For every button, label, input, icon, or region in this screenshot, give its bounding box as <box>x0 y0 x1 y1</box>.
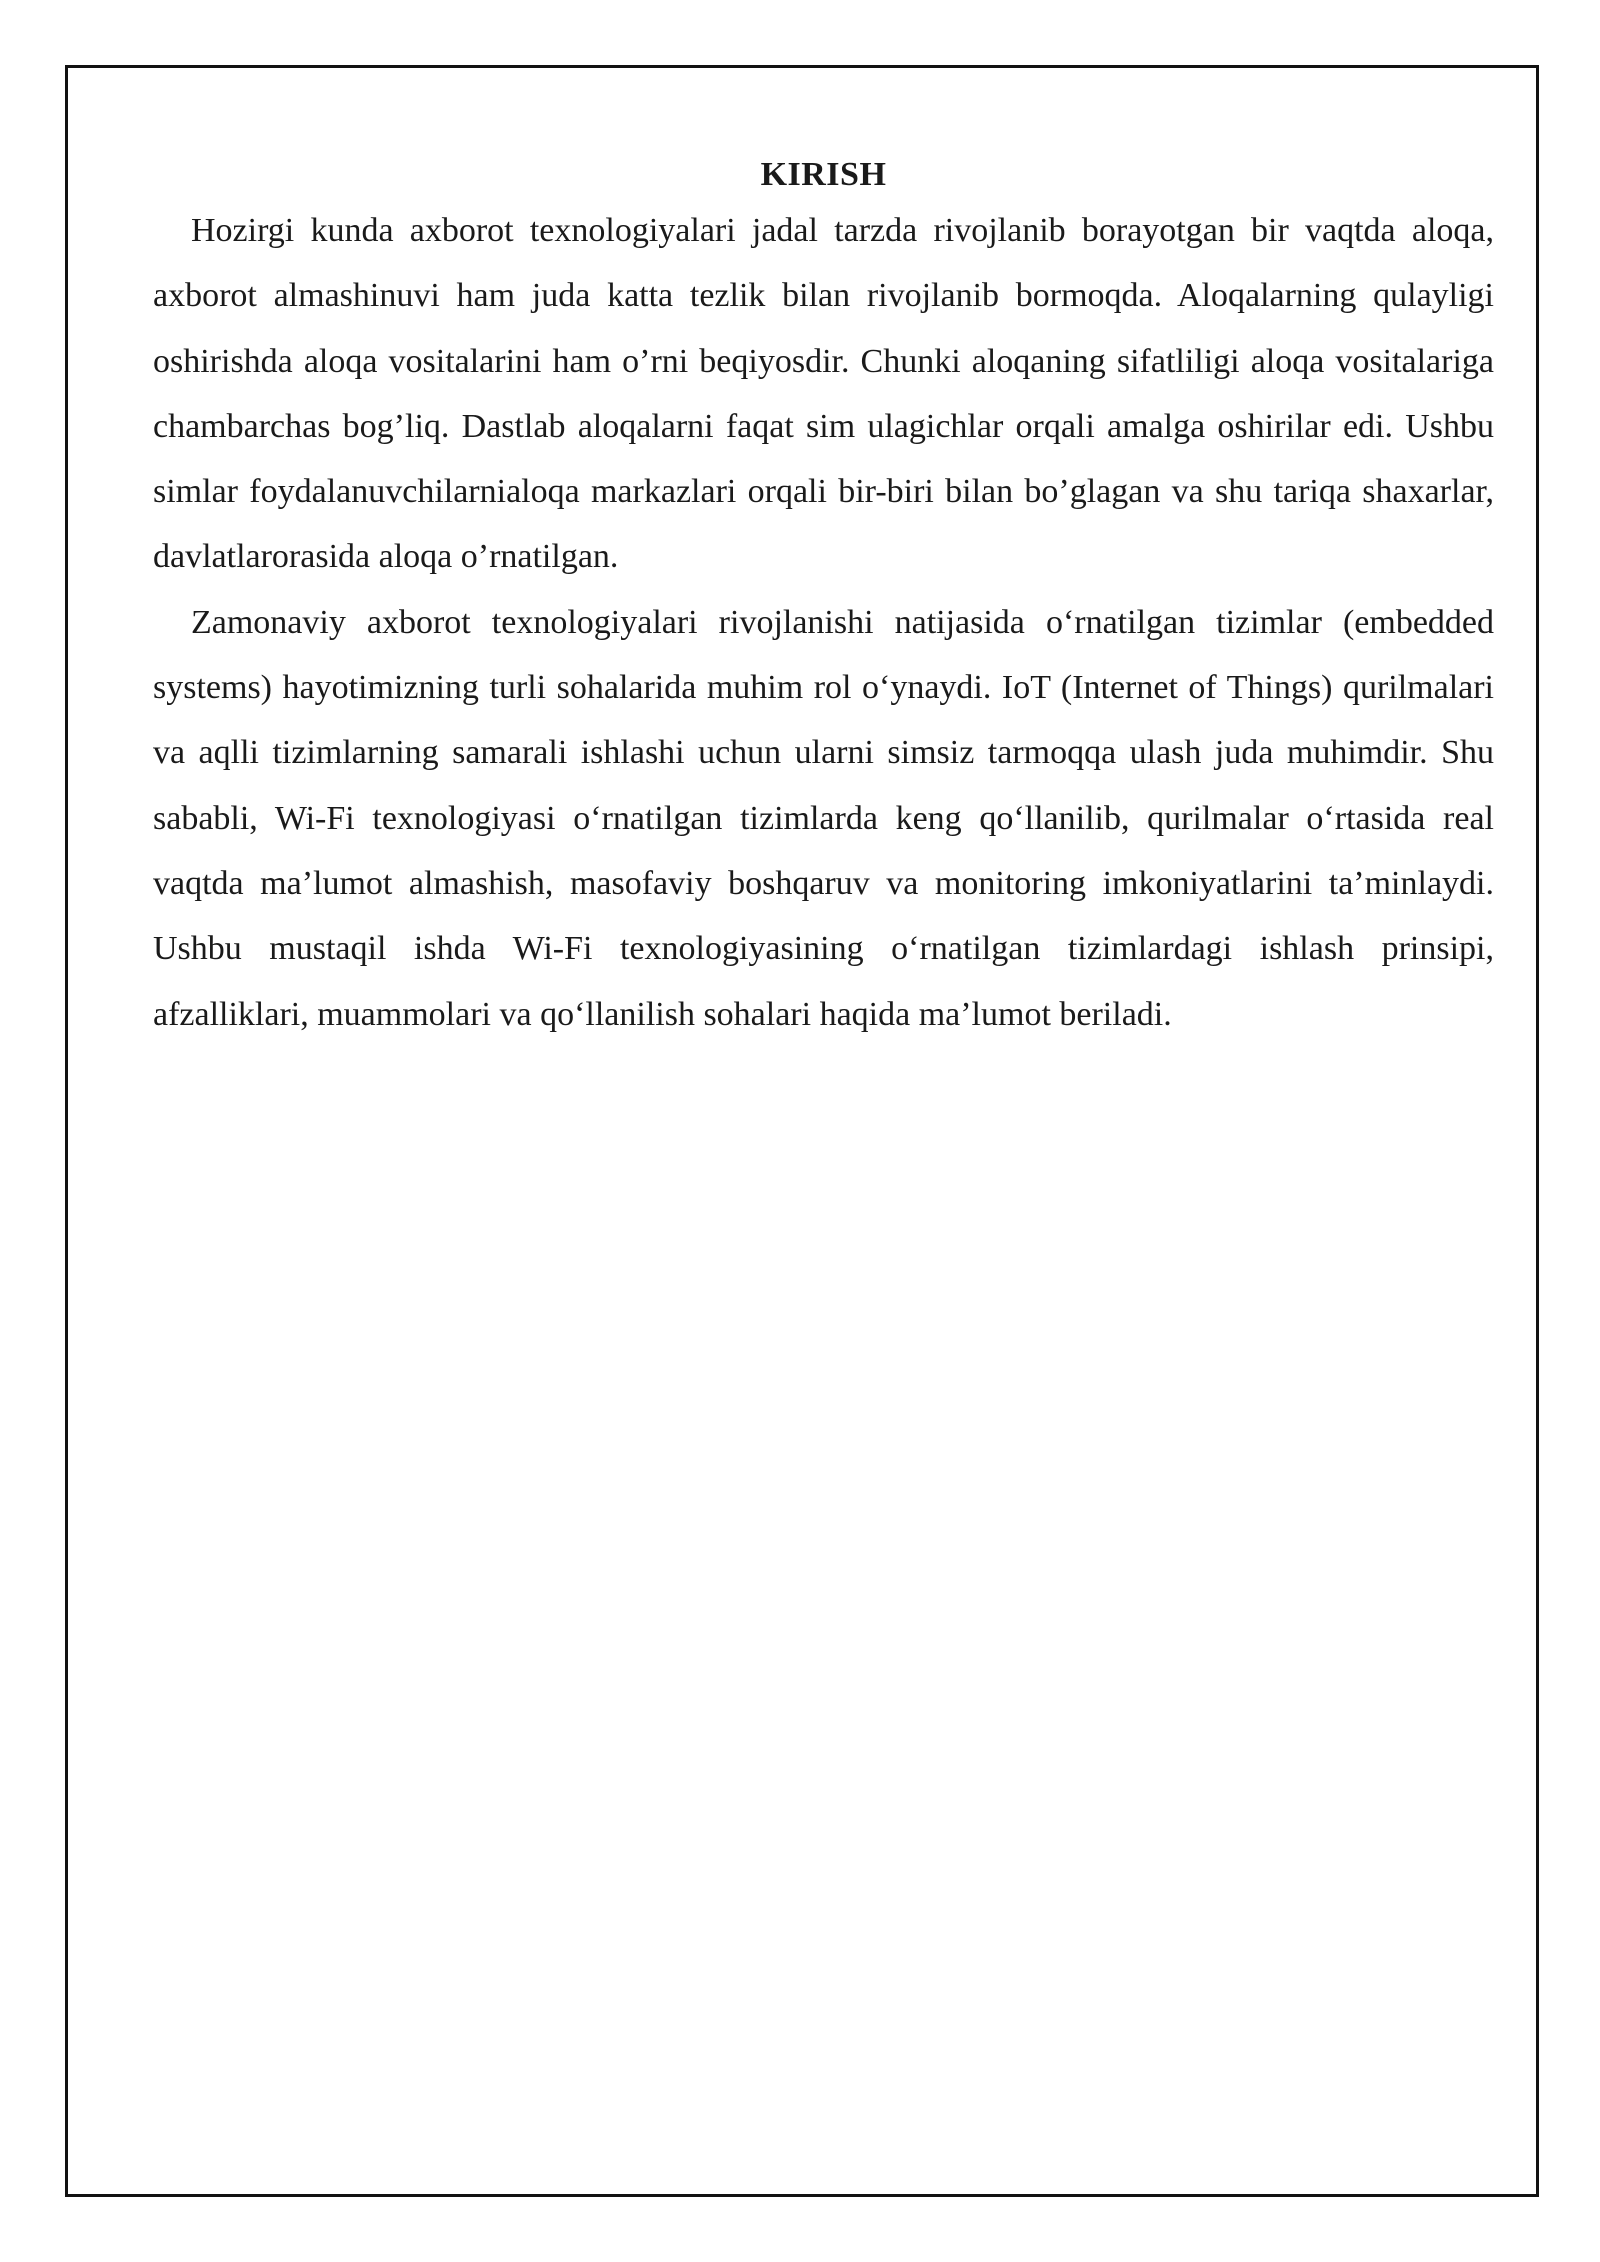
document-body <box>153 152 1494 1047</box>
paragraph-2: Zamonaviy axborot texnologiyalari rivojlanishi natijasida o‘rnatilgan tizimlar (embedded systems) hayotimizning turli sohalarida muhim rol o‘ynaydi. IoT (Internet of Things) qurilmalari va aqlli tizimlarning samarali ishlashi uchun ularni simsiz tarmoqqa ulash juda muhimdir. Shu sababli, Wi-Fi texnologiyasi o‘rnatilgan tizimlarda keng qo‘llanilib, qurilmalar o‘rtasida real vaqtda ma’lumot almashish, masofaviy boshqaruv va monitoring imkoniyatlarini ta’minlaydi. Ushbu mustaqil ishda Wi-Fi texnologiyasining o‘rnatilgan tizimlardagi ishlash prinsipi, afzalliklari, muammolari va qo‘llanilish sohalari haqida ma’lumot beriladi. <box>153 603 1494 1033</box>
section-heading: KIRISH <box>760 156 887 193</box>
paragraph-1: Hozirgi kunda axborot texnologiyalari jadal tarzda rivojlanib borayotgan bir vaqtda aloqa, axborot almashinuvi ham juda katta tezlik bilan rivojlanib bormoqda. Aloqalarning qulayligi oshirishda aloqa vositalarini ham o’rni beqiyosdir. Chunki aloqaning sifatliligi aloqa vositalariga chambarchas bog’liq. Dastlab aloqalarni faqat sim ulagichlar orqali amalga oshirilar edi. Ushbu simlar foydalanuvchilarnialoqa markazlari orqali bir-biri bilan bo’glagan va shu tariqa shaxarlar, davlatlarorasida aloqa o’rnatilgan. <box>153 212 1494 576</box>
